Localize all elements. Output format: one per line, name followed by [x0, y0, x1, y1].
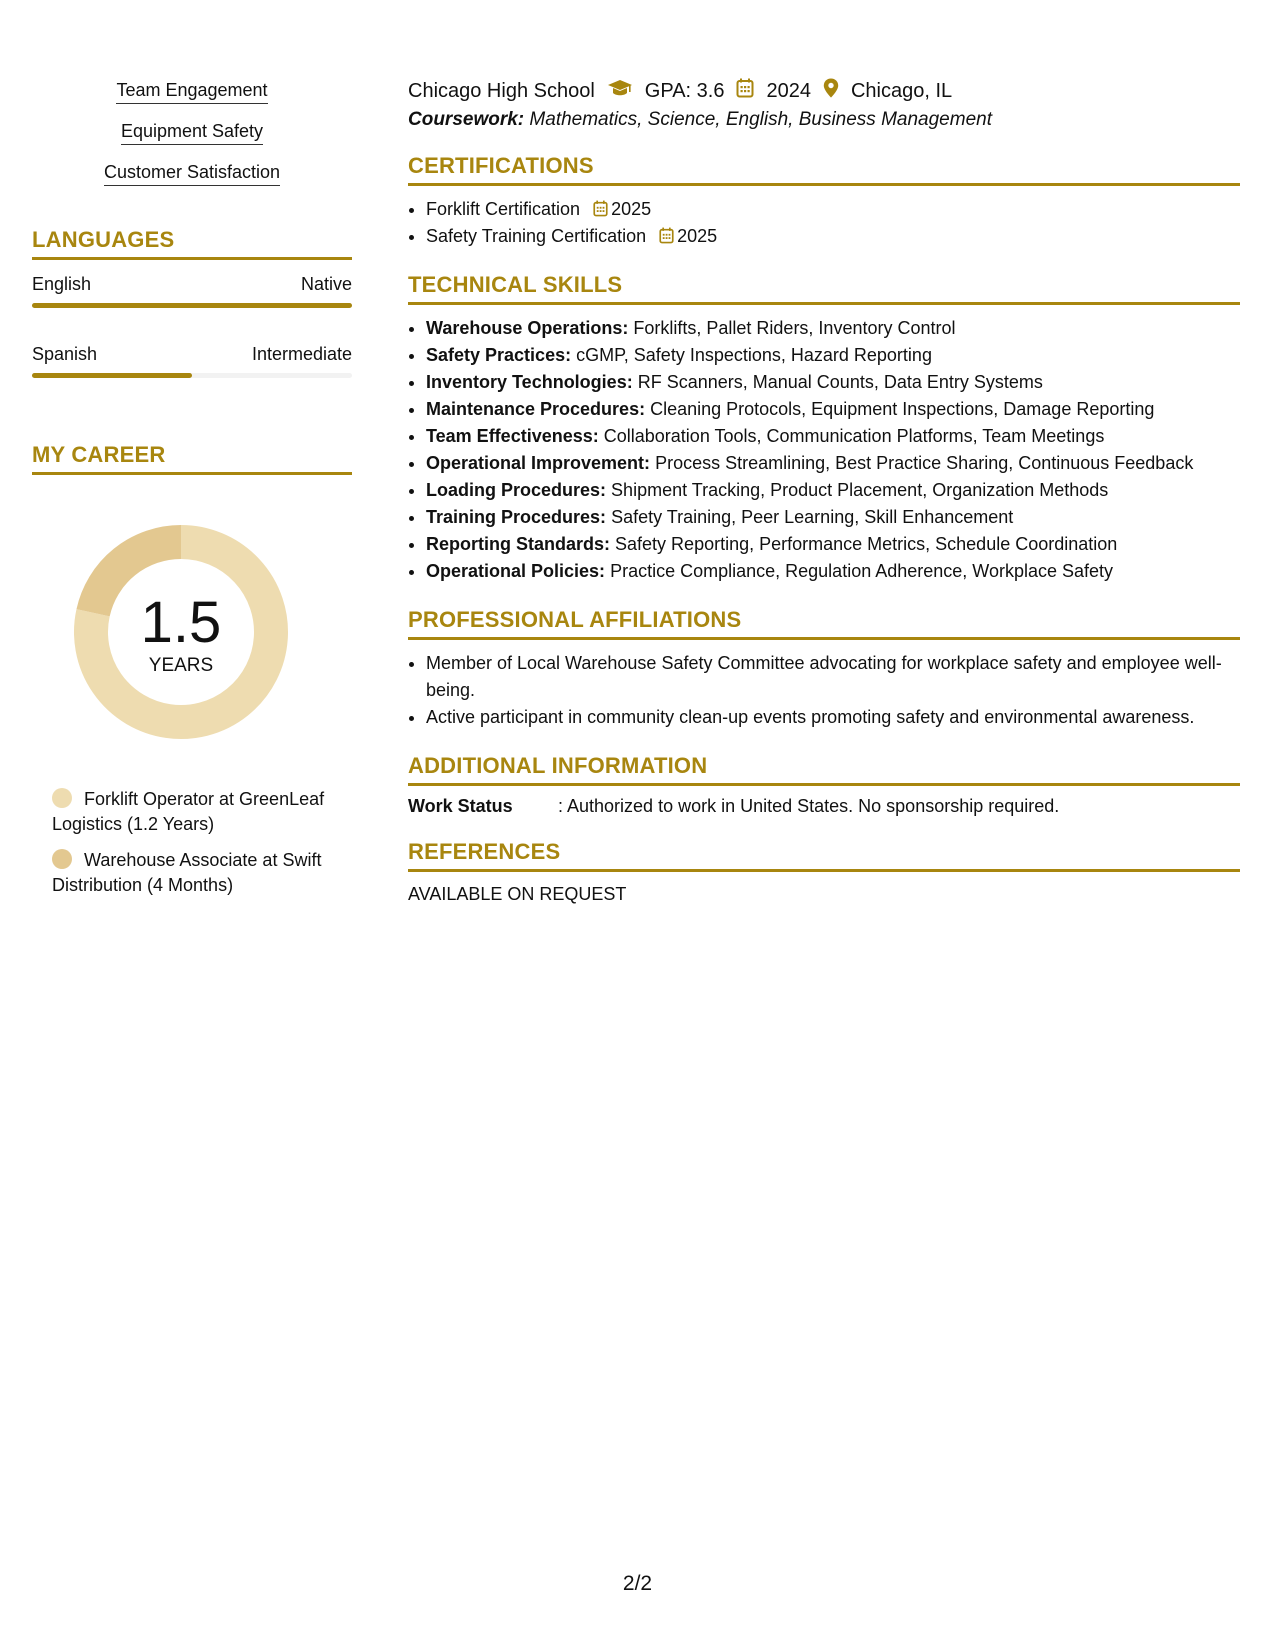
legend-dot: [52, 849, 72, 869]
language-level: Intermediate: [251, 344, 352, 364]
certifications-heading: CERTIFICATIONS: [408, 153, 1240, 186]
right-column: [408, 76, 1240, 905]
school-name: Chicago High School: [408, 79, 595, 102]
skill-label: Loading Procedures:: [426, 480, 607, 500]
skill-label: Reporting Standards:: [426, 534, 611, 554]
certification-year: 2025: [677, 226, 718, 246]
language-bar: [32, 303, 352, 308]
skill-label: Operational Policies:: [426, 561, 606, 581]
skill-item: [426, 477, 1240, 504]
strengths-list: [32, 80, 352, 203]
skill-item: [426, 531, 1240, 558]
language-name: Spanish: [32, 344, 98, 364]
graduation-cap-icon: [607, 79, 633, 103]
career-unit: YEARS: [148, 655, 214, 676]
legend-dot: [52, 788, 72, 808]
calendar-icon: [736, 78, 754, 104]
language-name: English: [32, 274, 92, 294]
skill-value: Process Streamlining, Best Practice Sharing, Continuous Feedback: [655, 453, 1194, 473]
skill-item: [426, 342, 1240, 369]
certification-year: 2025: [611, 199, 652, 219]
references-heading: REFERENCES: [408, 839, 1240, 872]
legend-item: [52, 787, 352, 837]
language-bar-fill: [32, 373, 192, 378]
references-text: AVAILABLE ON REQUEST: [408, 884, 627, 904]
language-row: [32, 344, 352, 365]
skill-item: [426, 369, 1240, 396]
career-total: 1.5: [140, 590, 222, 655]
work-status-value: : Authorized to work in United States. No sponsorship required.: [558, 796, 1060, 816]
gpa: GPA: 3.6: [644, 79, 725, 102]
page-number: 2/2: [622, 1572, 653, 1595]
career-heading: MY CAREER: [32, 442, 352, 475]
graduation-year: 2024: [766, 79, 811, 102]
skill-value: RF Scanners, Manual Counts, Data Entry Systems: [637, 372, 1043, 392]
language-bar: [32, 373, 352, 378]
coursework: [408, 109, 1240, 131]
skill-item: [426, 450, 1240, 477]
education-line: [408, 76, 1240, 106]
calendar-icon: [659, 226, 677, 246]
affiliation-item: • Active participant in community clean-up events promoting safety and environmental awareness.: [426, 704, 1240, 731]
school-location: Chicago, IL: [850, 79, 953, 102]
skill-value: Safety Reporting, Performance Metrics, Schedule Coordination: [615, 534, 1118, 554]
skill-item: [426, 315, 1240, 342]
strength-item: Customer Satisfaction: [104, 162, 280, 186]
coursework-value: Mathematics, Science, English, Business Management: [529, 109, 992, 130]
skill-label: Maintenance Procedures:: [426, 399, 646, 419]
work-status: [408, 796, 1240, 817]
technical-skills-heading: TECHNICAL SKILLS: [408, 272, 1240, 305]
language-bar-fill: [32, 303, 352, 308]
languages-list: [32, 274, 352, 378]
languages-heading: LANGUAGES: [32, 227, 352, 260]
skill-value: Forklifts, Pallet Riders, Inventory Control: [633, 318, 956, 338]
calendar-icon: [593, 199, 611, 219]
skill-item: [426, 558, 1240, 585]
skill-value: Practice Compliance, Regulation Adherence, Workplace Safety: [610, 561, 1114, 581]
skill-item: [426, 423, 1240, 450]
skill-value: Safety Training, Peer Learning, Skill Enhancement: [611, 507, 1014, 527]
skill-value: Cleaning Protocols, Equipment Inspections, Damage Reporting: [650, 399, 1155, 419]
language-level: Native: [300, 274, 352, 294]
legend-item: [52, 848, 352, 898]
language-row: [32, 274, 352, 295]
skill-label: Inventory Technologies:: [426, 372, 633, 392]
skill-label: Team Effectiveness:: [426, 426, 599, 446]
skill-item: [426, 396, 1240, 423]
affiliations-heading: PROFESSIONAL AFFILIATIONS: [408, 607, 1240, 640]
location-pin-icon: [823, 78, 839, 104]
certifications-list: [408, 196, 1240, 250]
skill-label: Operational Improvement:: [426, 453, 651, 473]
affiliations-list: [408, 650, 1240, 731]
skill-label: Warehouse Operations:: [426, 318, 629, 338]
skill-label: Training Procedures:: [426, 507, 607, 527]
left-column: [32, 80, 352, 909]
strength-item: Team Engagement: [116, 80, 267, 104]
certification-item: [426, 223, 1240, 250]
legend-text: Warehouse Associate at Swift Distribution (4 Months): [52, 850, 322, 895]
skill-label: Safety Practices:: [426, 345, 572, 365]
coursework-label: Coursework:: [408, 109, 525, 130]
career-legend: [52, 787, 352, 898]
work-status-label: Work Status: [408, 796, 513, 816]
skill-item: [426, 504, 1240, 531]
affiliation-item: • Member of Local Warehouse Safety Committee advocating for workplace safety and employee well-being.: [426, 650, 1240, 704]
additional-info-heading: ADDITIONAL INFORMATION: [408, 753, 1240, 786]
skill-value: Shipment Tracking, Product Placement, Organization Methods: [611, 480, 1109, 500]
legend-text: Forklift Operator at GreenLeaf Logistics (1.2 Years): [52, 789, 325, 834]
strength-item: Equipment Safety: [121, 121, 263, 145]
career-donut-chart: [66, 517, 296, 747]
certification-name: Forklift Certification: [426, 199, 581, 219]
skill-value: cGMP, Safety Inspections, Hazard Reporting: [576, 345, 932, 365]
skill-value: Collaboration Tools, Communication Platforms, Team Meetings: [603, 426, 1105, 446]
technical-skills-list: [408, 315, 1240, 585]
certification-name: Safety Training Certification: [426, 226, 647, 246]
certification-item: [426, 196, 1240, 223]
